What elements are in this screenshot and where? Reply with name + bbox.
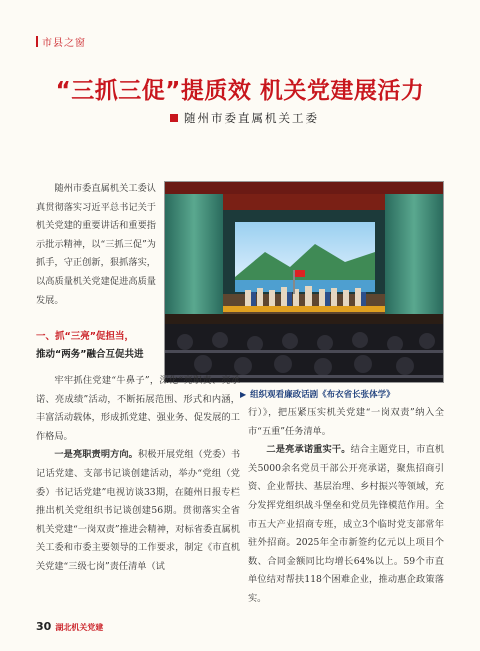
right-paragraph-2	[248, 441, 444, 608]
right-paragraph-2-label: 二是亮承诺重实干。	[266, 444, 351, 456]
right-paragraph-1: 行）》，把压紧压实机关党建“一岗双责”纳入全市“五重”任务清单。	[248, 407, 444, 437]
caption-triangle-icon: ▶	[240, 390, 247, 399]
right-column	[248, 404, 444, 609]
author-name: 随州市委直属机关工委	[184, 111, 319, 125]
section-tag	[36, 34, 86, 49]
left-paragraph-2-label: 一是亮职责明方向。	[54, 449, 138, 461]
left-paragraph-2-body: 积极开展党组（党委）书记话党建、支部书记谈创建活动，举办“党组（党委）书记话党建”电视访谈33期，在随州日报专栏推出机关党组织书记谈创建56期。贯彻落实全省机关党建“一岗双责”推进会精神，对标省委直属机关工委和市委主要领导的工作要求，制定《市直机关党建“三级七岗”责任清单（试	[36, 449, 241, 572]
intro-text: 随州市委直属机关工委认真贯彻落实习近平总书记关于机关党建的重要讲话和重要指示批示精神，以“三抓三促”为抓手，守正创新，狠抓落实，以高质量机关党建促进高质量发展。	[36, 183, 156, 306]
left-paragraph-2	[36, 446, 240, 576]
section-bar	[36, 36, 38, 47]
page-number: 30	[36, 620, 52, 633]
photo-caption	[240, 388, 395, 400]
section-heading-1	[36, 328, 154, 364]
author-line	[170, 110, 319, 126]
heading-1-line1: 一、抓“三亮”促担当，	[36, 331, 134, 342]
left-column	[36, 372, 240, 577]
caption-text: 组织观看廉政话剧《布衣省长张体学》	[250, 390, 395, 400]
article-photo	[164, 181, 444, 383]
section-label: 市县之窗	[42, 38, 86, 49]
magazine-name: 湖北机关党建	[55, 623, 104, 632]
page-footer	[36, 620, 103, 633]
heading-1-line2: 推动“两务”融合互促共进	[36, 349, 144, 360]
right-paragraph-2-body: 结合主题党日，市直机关5000余名党员干部公开亮承诺，聚焦招商引资、企业帮扶、基层治理、乡村振兴等领域，充分发挥党组织战斗堡垒和党员先锋模范作用。全市五大产业招商专班，成立3个临时党支部常年驻外招商。2025年全市新签约亿元以上项目个数、合同金额同比均增长64%以上。59个市直单位结对帮扶118个困难企业，推动惠企政策落实。	[248, 444, 445, 604]
left-paragraph-1: 牢牢抓住党建“牛鼻子”，深化“亮职责、亮承诺、亮成绩”活动，不断拓展范围、形式和内涵，丰富活动载体，形成抓党建、强业务、促发展的工作格局。	[36, 375, 240, 442]
theater-stage-image	[165, 182, 443, 382]
intro-paragraph	[36, 180, 156, 310]
article-title: “三抓三促”提质效 机关党建展活力	[55, 78, 425, 104]
author-square-icon	[170, 114, 178, 122]
